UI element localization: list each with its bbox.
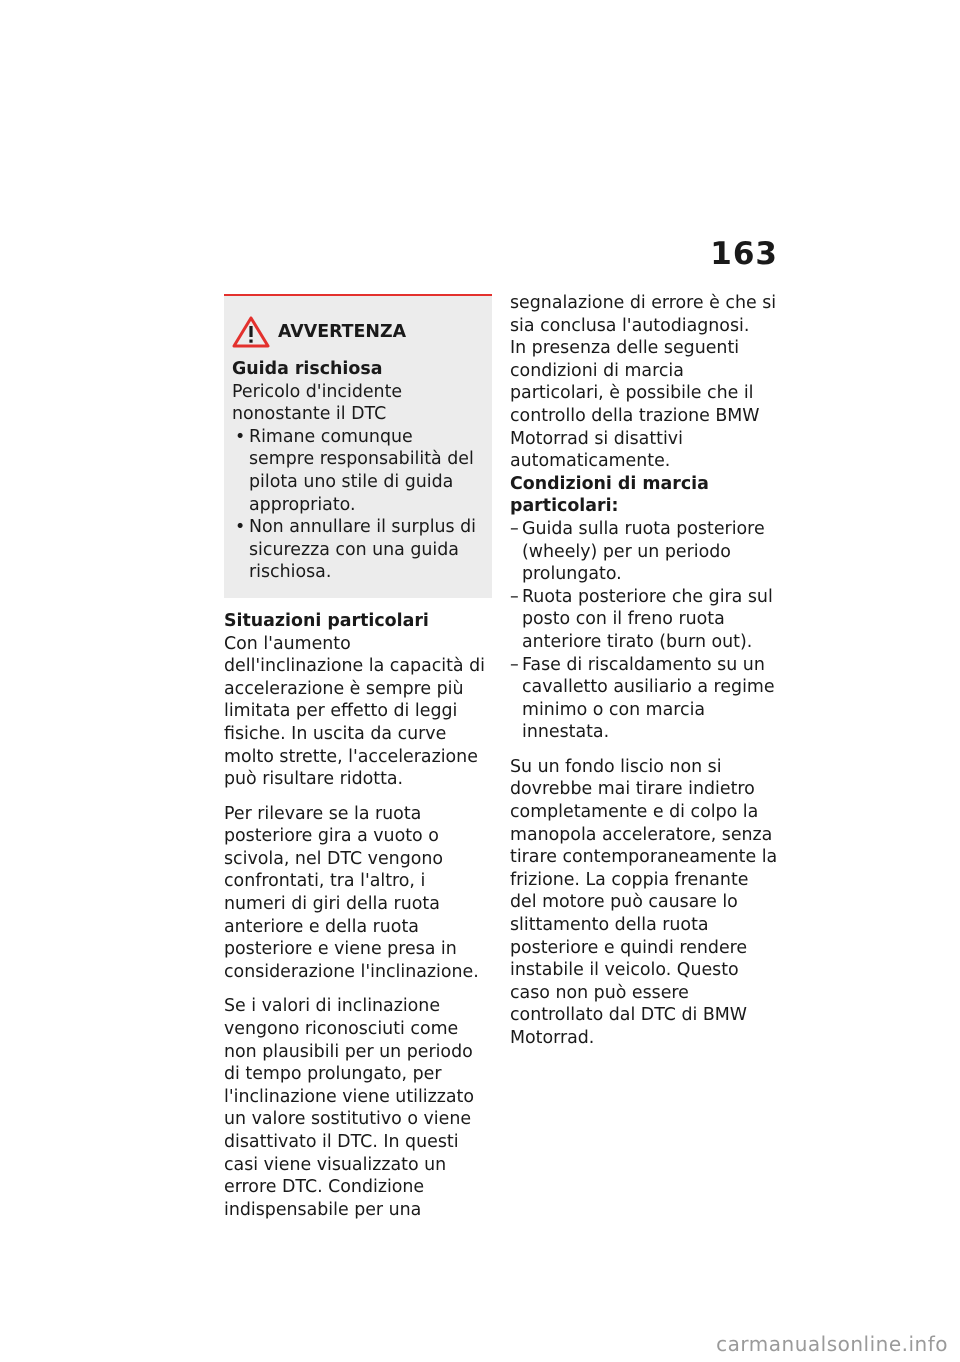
section-heading: Situazioni particolari [224, 610, 429, 631]
warning-header [232, 316, 482, 348]
warning-intro: Pericolo d'incidente nonostante il DTC [232, 381, 403, 425]
section-paragraph: Se i valori di inclinazione vengono riconosciuti come non plausibili per un periodo di tempo prolungato, per l'inclinazione viene utilizzato un valore sostitutivo o viene disattivato il DTC. In questi casi viene visualizzato un errore DTC. Condizione indispensabile per una [224, 996, 474, 1220]
warning-bullet: • Rimane comunque sempre responsabilità del pilota uno stile di guida appropriato. [232, 426, 482, 516]
warning-triangle-icon [232, 316, 270, 348]
section-paragraph: Per rilevare se la ruota posteriore gira a vuoto o scivola, nel DTC vengono confrontati, tra l'altro, i numeri di giri della ruota anteriore e della ruota posteriore e viene presa in considerazione l'inclinazione. [224, 803, 479, 982]
right-paragraph: segnalazione di errore è che si sia conclusa l'autodiagnosi. [510, 293, 777, 336]
warning-bullet-list [232, 426, 482, 584]
condition-item: – Ruota posteriore che gira sul posto con il freno ruota anteriore tirato (burn out). [510, 586, 778, 654]
left-column [224, 294, 492, 1233]
page-number: 163 [710, 236, 778, 272]
right-column [510, 292, 778, 1062]
section-paragraph: Con l'aumento dell'inclinazione la capacità di accelerazione è sempre più limitata per effetto di leggi fisiche. In uscita da curve molto strette, l'accelerazione può risultare ridotta. [224, 633, 485, 790]
right-paragraph: Su un fondo liscio non si dovrebbe mai tirare indietro completamente e di colpo la manopola acceleratore, senza tirare contemporaneamente la frizione. La coppia frenante del motore può causare lo slittamento della ruota posteriore e quindi rendere instabile il veicolo. Questo caso non può essere controllato dal DTC di BMW Motorrad. [510, 756, 778, 1048]
right-paragraph: In presenza delle seguenti condizioni di marcia particolari, è possibile che il controllo della trazione BMW Motorrad si disattivi automaticamente. [510, 338, 760, 472]
warning-box [224, 294, 492, 598]
warning-title: Guida rischiosa [232, 359, 383, 379]
warning-label: AVVERTENZA [278, 321, 407, 342]
conditions-heading: Condizioni di marcia particolari: [510, 473, 709, 517]
condition-item: – Fase di riscaldamento su un cavalletto ausiliario a regime minimo o con marcia innestata. [510, 654, 778, 744]
watermark: carmanualsonline.info [716, 1332, 948, 1356]
conditions-list [510, 518, 778, 744]
condition-item: – Guida sulla ruota posteriore (wheely) per un periodo prolungato. [510, 518, 778, 586]
warning-bullet: • Non annullare il surplus di sicurezza con una guida rischiosa. [232, 516, 482, 584]
